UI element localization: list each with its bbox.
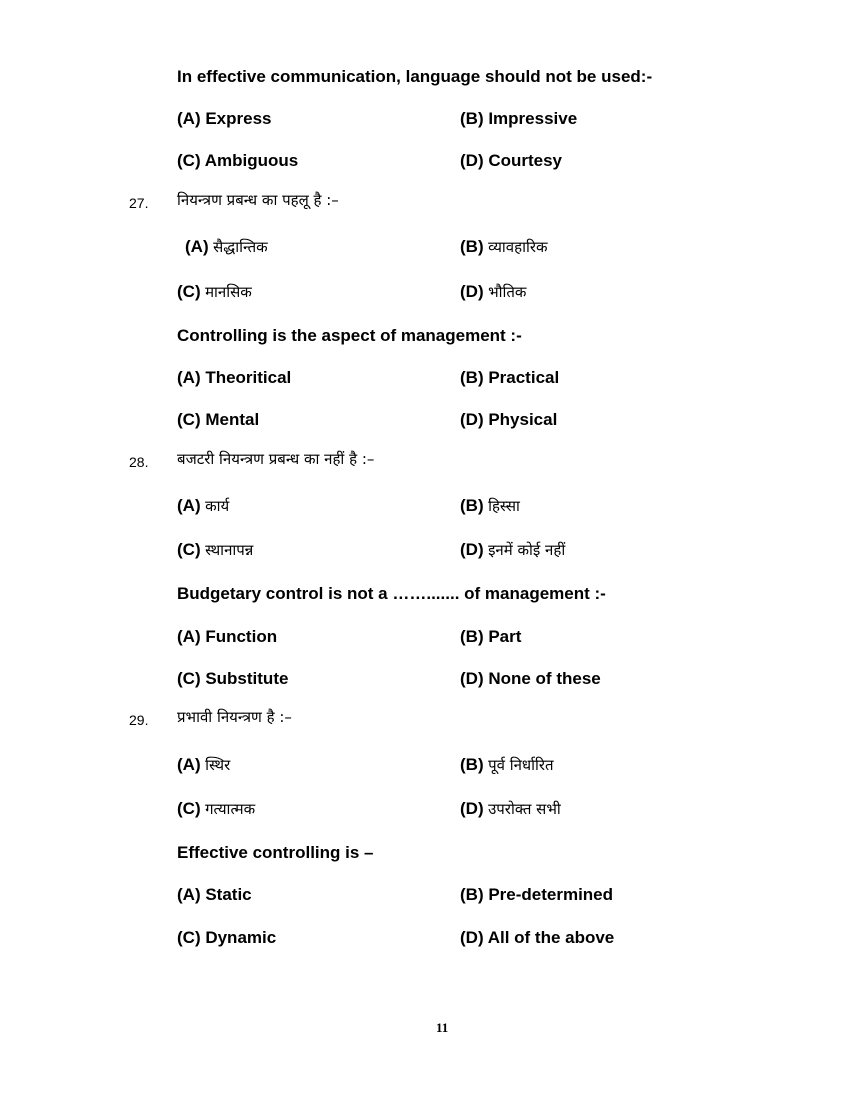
q27-english-text: Controlling is the aspect of management :- xyxy=(177,326,522,345)
q29-hindi-option-d-text: उपरोक्त सभी xyxy=(488,800,561,818)
q27-option-a: (A) Theoritical xyxy=(177,368,292,387)
q28-hindi-option-c-letter: (C) xyxy=(177,540,201,559)
q28-option-a: (A) Function xyxy=(177,627,278,646)
q27-number: 27. xyxy=(129,195,149,211)
q28-hindi-option-b xyxy=(460,497,520,515)
q28-hindi-option-b-letter: (B) xyxy=(460,496,484,515)
q27-hindi-option-d-text: भौतिक xyxy=(488,283,527,301)
q29-option-d: (D) All of the above xyxy=(460,928,615,947)
q29-english-text: Effective controlling is – xyxy=(177,843,374,862)
q26-option-b: (B) Impressive xyxy=(460,109,578,128)
q29-option-c: (C) Dynamic xyxy=(177,928,277,947)
q27-hindi-option-d xyxy=(460,283,526,301)
q26-english-text: In effective communication, language should not be used:- xyxy=(177,67,653,86)
q28-option-b: (B) Part xyxy=(460,627,522,646)
q26-option-d: (D) Courtesy xyxy=(460,151,563,170)
q29-hindi-option-c-text: गत्यात्मक xyxy=(205,800,256,818)
q28-hindi-option-a-letter: (A) xyxy=(177,496,201,515)
q27-hindi-option-d-letter: (D) xyxy=(460,282,484,301)
q28-hindi-option-c-text: स्थानापन्न xyxy=(205,541,254,559)
q29-number: 29. xyxy=(129,712,149,728)
q27-hindi-option-a-letter: (A) xyxy=(185,237,209,256)
q28-hindi-option-d-letter: (D) xyxy=(460,540,484,559)
q29-hindi-text: प्रभावी नियन्त्रण है :– xyxy=(177,708,292,726)
q27-hindi-option-c-letter: (C) xyxy=(177,282,201,301)
q26-option-c: (C) Ambiguous xyxy=(177,151,299,170)
q29-hindi-option-a-text: स्थिर xyxy=(205,756,231,774)
q29-hindi-option-d xyxy=(460,800,561,818)
q28-hindi-option-d xyxy=(460,541,565,559)
q29-hindi-option-b-text: पूर्व निर्धारित xyxy=(488,756,554,774)
q27-hindi-option-b-text: व्यावहारिक xyxy=(488,238,548,256)
q27-option-d: (D) Physical xyxy=(460,410,558,429)
q27-hindi-option-a xyxy=(185,238,268,256)
q27-hindi-option-c-text: मानसिक xyxy=(205,283,252,301)
q26-option-a: (A) Express xyxy=(177,109,272,128)
q28-number: 28. xyxy=(129,454,149,470)
q27-hindi-option-b-letter: (B) xyxy=(460,237,484,256)
q27-option-b: (B) Practical xyxy=(460,368,560,387)
q27-hindi-option-b xyxy=(460,238,548,256)
q29-hindi-option-d-letter: (D) xyxy=(460,799,484,818)
q27-hindi-option-c xyxy=(177,283,252,301)
q29-hindi-option-b xyxy=(460,756,554,774)
q28-hindi-text: बजटरी नियन्त्रण प्रबन्ध का नहीं है :– xyxy=(177,450,375,468)
q27-hindi-text: नियन्त्रण प्रबन्ध का पहलू है :– xyxy=(177,191,339,209)
q28-option-c: (C) Substitute xyxy=(177,669,289,688)
q29-option-a: (A) Static xyxy=(177,885,252,904)
q29-hindi-option-c-letter: (C) xyxy=(177,799,201,818)
q28-hindi-option-a-text: कार्य xyxy=(205,497,230,515)
q29-hindi-option-a-letter: (A) xyxy=(177,755,201,774)
q29-hindi-option-b-letter: (B) xyxy=(460,755,484,774)
q29-hindi-option-a xyxy=(177,756,230,774)
q28-hindi-option-b-text: हिस्सा xyxy=(488,497,520,515)
q27-option-c: (C) Mental xyxy=(177,410,260,429)
q28-hindi-option-d-text: इनमें कोई नहीं xyxy=(488,541,566,559)
page-number: 11 xyxy=(436,1020,449,1035)
q28-hindi-option-c xyxy=(177,541,253,559)
q27-hindi-option-a-text: सैद्धान्तिक xyxy=(213,238,268,256)
q28-option-d: (D) None of these xyxy=(460,669,601,688)
q28-english-text: Budgetary control is not a ……....... of management :- xyxy=(177,584,606,603)
q28-hindi-option-a xyxy=(177,497,229,515)
q29-option-b: (B) Pre-determined xyxy=(460,885,614,904)
q29-hindi-option-c xyxy=(177,800,255,818)
